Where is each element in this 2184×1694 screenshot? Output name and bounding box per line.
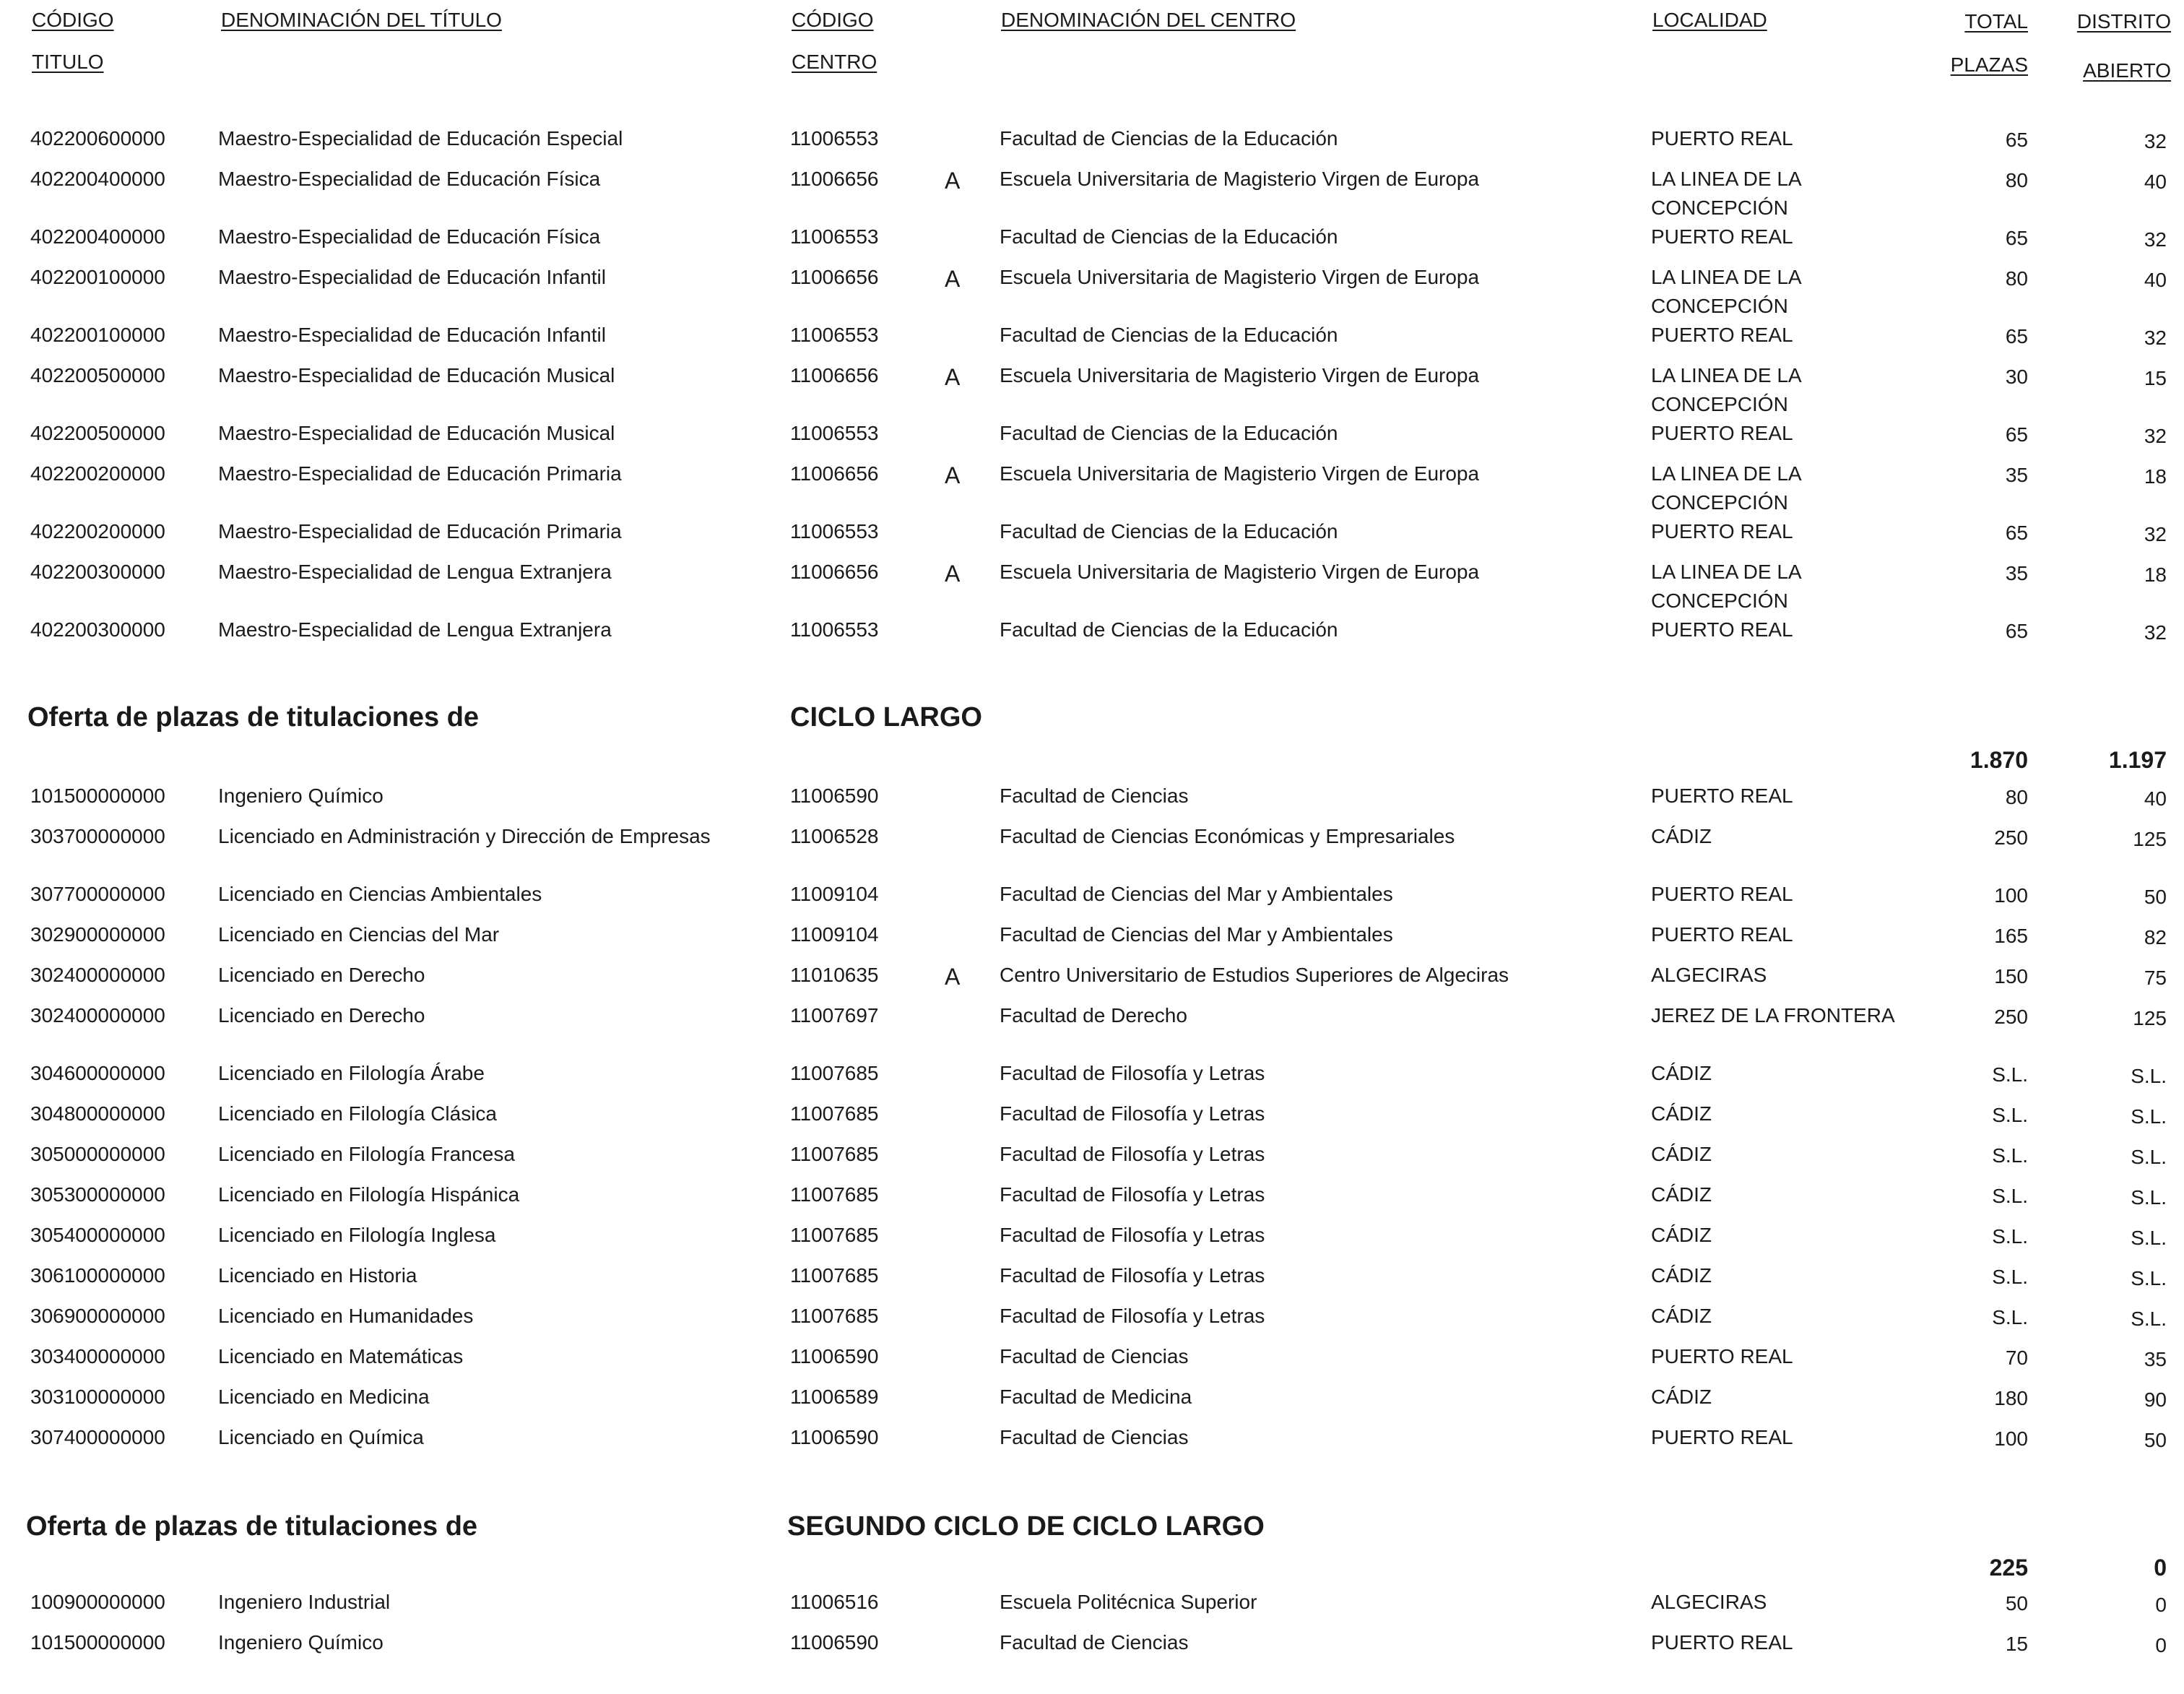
row-center-name: Facultad de Medicina	[1000, 1386, 1192, 1408]
row-total-plazas: 165	[1994, 925, 2028, 947]
row-total-plazas: 65	[2005, 129, 2028, 151]
row-locality: CÁDIZ	[1651, 1062, 1712, 1084]
row-center-name: Facultad de Ciencias del Mar y Ambientales	[1000, 883, 1393, 905]
section-segundo-ciclo-label: Oferta de plazas de titulaciones de	[26, 1511, 478, 1542]
row-title-name: Maestro-Especialidad de Educación Primaria	[218, 520, 622, 543]
row-flag: A	[945, 266, 961, 292]
row-total-plazas: 50	[2005, 1592, 2028, 1615]
row-title-code: 303400000000	[30, 1345, 165, 1367]
row-center-name: Centro Universitario de Estudios Superiores de Algeciras	[1000, 964, 1509, 986]
row-locality: JEREZ DE LA FRONTERA	[1651, 1004, 1895, 1027]
row-title-name: Maestro-Especialidad de Educación Física	[218, 225, 601, 248]
row-distrito-abierto: 18	[2144, 563, 2167, 586]
row-center-name: Facultad de Filosofía y Letras	[1000, 1102, 1265, 1125]
row-title-code: 402200600000	[30, 127, 165, 150]
row-center-code: 11006656	[790, 561, 879, 583]
row-center-code: 11010635	[790, 964, 879, 986]
row-center-name: Escuela Universitaria de Magisterio Virgen de Europa	[1000, 462, 1480, 485]
row-locality: PUERTO REAL	[1651, 883, 1793, 905]
row-center-code: 11006656	[790, 168, 879, 190]
row-title-code: 304600000000	[30, 1062, 165, 1084]
row-title-name: Maestro-Especialidad de Lengua Extranjera	[218, 561, 612, 583]
row-distrito-abierto: S.L.	[2131, 1308, 2167, 1330]
row-center-code: 11007685	[790, 1264, 879, 1287]
row-distrito-abierto: 75	[2144, 967, 2167, 989]
row-title-code: 306900000000	[30, 1305, 165, 1327]
header-denominacion-titulo: DENOMINACIÓN DEL TÍTULO	[221, 9, 502, 31]
header-abierto: ABIERTO	[2083, 59, 2171, 82]
row-locality-line2: CONCEPCIÓN	[1651, 196, 1788, 219]
row-center-name: Facultad de Filosofía y Letras	[1000, 1305, 1265, 1327]
row-title-code: 307400000000	[30, 1426, 165, 1448]
row-total-plazas: 180	[1994, 1387, 2028, 1409]
row-center-name: Facultad de Filosofía y Letras	[1000, 1143, 1265, 1165]
row-center-name: Facultad de Ciencias	[1000, 1426, 1189, 1448]
row-center-name: Facultad de Filosofía y Letras	[1000, 1264, 1265, 1287]
row-distrito-abierto: 32	[2144, 228, 2167, 251]
row-title-name: Ingeniero Químico	[218, 1631, 384, 1654]
row-distrito-abierto: 50	[2144, 886, 2167, 908]
row-total-plazas: 150	[1994, 965, 2028, 988]
row-flag: A	[945, 561, 961, 587]
row-flag: A	[945, 964, 961, 990]
row-center-code: 11007685	[790, 1102, 879, 1125]
row-locality: PUERTO REAL	[1651, 1345, 1793, 1367]
row-total-plazas: 65	[2005, 620, 2028, 642]
row-center-name: Facultad de Filosofía y Letras	[1000, 1062, 1265, 1084]
row-center-name: Escuela Universitaria de Magisterio Virgen de Europa	[1000, 561, 1480, 583]
row-total-plazas: 35	[2005, 464, 2028, 486]
row-center-code: 11006516	[790, 1591, 879, 1613]
row-center-name: Escuela Universitaria de Magisterio Virgen de Europa	[1000, 364, 1480, 386]
row-title-name: Maestro-Especialidad de Educación Infantil	[218, 324, 606, 346]
row-total-plazas: S.L.	[1992, 1104, 2028, 1126]
row-distrito-abierto: S.L.	[2131, 1105, 2167, 1128]
row-title-code: 306100000000	[30, 1264, 165, 1287]
row-center-name: Facultad de Ciencias Económicas y Empresariales	[1000, 825, 1455, 847]
row-center-name: Facultad de Ciencias	[1000, 1631, 1189, 1654]
segundo-ciclo-total-distrito: 0	[2154, 1555, 2167, 1581]
row-center-code: 11007685	[790, 1305, 879, 1327]
row-title-code: 303700000000	[30, 825, 165, 847]
header-codigo-centro: CÓDIGO	[792, 9, 874, 31]
row-locality: CÁDIZ	[1651, 1386, 1712, 1408]
row-distrito-abierto: 15	[2144, 367, 2167, 389]
row-locality: LA LINEA DE LA	[1651, 364, 1802, 386]
row-title-name: Maestro-Especialidad de Educación Física	[218, 168, 601, 190]
row-center-name: Facultad de Ciencias de la Educación	[1000, 324, 1338, 346]
row-center-name: Facultad de Ciencias del Mar y Ambientales	[1000, 923, 1393, 946]
row-locality: PUERTO REAL	[1651, 422, 1793, 444]
row-title-code: 304800000000	[30, 1102, 165, 1125]
row-total-plazas: S.L.	[1992, 1063, 2028, 1086]
row-total-plazas: 30	[2005, 366, 2028, 388]
row-center-name: Facultad de Ciencias de la Educación	[1000, 422, 1338, 444]
row-title-name: Licenciado en Administración y Dirección de Empresas	[218, 825, 711, 847]
row-center-code: 11006590	[790, 785, 879, 807]
row-center-code: 11006553	[790, 127, 879, 150]
row-locality-line2: CONCEPCIÓN	[1651, 393, 1788, 415]
row-center-code: 11006656	[790, 364, 879, 386]
row-center-code: 11006590	[790, 1426, 879, 1448]
row-title-name: Licenciado en Filología Hispánica	[218, 1183, 520, 1206]
row-center-code: 11009104	[790, 883, 879, 905]
row-distrito-abierto: 40	[2144, 787, 2167, 810]
row-flag: A	[945, 364, 961, 390]
row-distrito-abierto: 40	[2144, 170, 2167, 193]
row-total-plazas: 250	[1994, 1006, 2028, 1028]
row-center-name: Facultad de Derecho	[1000, 1004, 1187, 1027]
row-title-code: 402200400000	[30, 225, 165, 248]
row-distrito-abierto: 32	[2144, 327, 2167, 349]
row-title-name: Licenciado en Derecho	[218, 964, 425, 986]
row-total-plazas: 80	[2005, 786, 2028, 808]
row-center-name: Facultad de Filosofía y Letras	[1000, 1183, 1265, 1206]
row-total-plazas: S.L.	[1992, 1225, 2028, 1248]
row-title-name: Maestro-Especialidad de Educación Infantil	[218, 266, 606, 288]
row-title-code: 100900000000	[30, 1591, 165, 1613]
row-title-code: 402200500000	[30, 364, 165, 386]
row-title-code: 305300000000	[30, 1183, 165, 1206]
row-locality: PUERTO REAL	[1651, 225, 1793, 248]
row-total-plazas: 80	[2005, 267, 2028, 290]
row-locality: CÁDIZ	[1651, 1305, 1712, 1327]
row-locality-line2: CONCEPCIÓN	[1651, 589, 1788, 612]
row-title-name: Licenciado en Ciencias Ambientales	[218, 883, 542, 905]
row-total-plazas: S.L.	[1992, 1185, 2028, 1207]
row-flag: A	[945, 168, 961, 194]
row-title-name: Licenciado en Derecho	[218, 1004, 425, 1027]
row-title-code: 305000000000	[30, 1143, 165, 1165]
row-distrito-abierto: S.L.	[2131, 1186, 2167, 1209]
header-titulo-sub: TITULO	[32, 51, 104, 73]
row-distrito-abierto: 0	[2155, 1594, 2167, 1616]
row-locality: PUERTO REAL	[1651, 324, 1793, 346]
row-locality: CÁDIZ	[1651, 825, 1712, 847]
row-locality: PUERTO REAL	[1651, 127, 1793, 150]
row-total-plazas: 15	[2005, 1633, 2028, 1655]
row-flag: A	[945, 462, 961, 488]
row-title-code: 302400000000	[30, 1004, 165, 1027]
row-distrito-abierto: 35	[2144, 1348, 2167, 1370]
row-locality: CÁDIZ	[1651, 1102, 1712, 1125]
row-locality: CÁDIZ	[1651, 1224, 1712, 1246]
row-center-code: 11007685	[790, 1183, 879, 1206]
row-center-name: Escuela Politécnica Superior	[1000, 1591, 1257, 1613]
row-locality: LA LINEA DE LA	[1651, 561, 1802, 583]
row-locality: PUERTO REAL	[1651, 923, 1793, 946]
row-title-name: Licenciado en Filología Francesa	[218, 1143, 515, 1165]
row-total-plazas: 250	[1994, 826, 2028, 849]
row-total-plazas: 80	[2005, 169, 2028, 191]
row-title-name: Licenciado en Matemáticas	[218, 1345, 464, 1367]
row-distrito-abierto: 18	[2144, 465, 2167, 488]
row-total-plazas: 65	[2005, 522, 2028, 544]
header-distrito: DISTRITO	[2076, 10, 2171, 33]
header-localidad: LOCALIDAD	[1652, 9, 1767, 31]
row-center-name: Facultad de Ciencias	[1000, 1345, 1189, 1367]
row-title-name: Licenciado en Medicina	[218, 1386, 430, 1408]
row-title-code: 305400000000	[30, 1224, 165, 1246]
row-title-code: 402200100000	[30, 266, 165, 288]
row-distrito-abierto: 82	[2144, 926, 2167, 948]
row-title-code: 402200300000	[30, 561, 165, 583]
row-center-code: 11006656	[790, 266, 879, 288]
row-title-name: Ingeniero Industrial	[218, 1591, 391, 1613]
row-center-code: 11006589	[790, 1386, 879, 1408]
row-center-code: 11007685	[790, 1143, 879, 1165]
row-distrito-abierto: S.L.	[2131, 1146, 2167, 1168]
row-center-name: Facultad de Ciencias de la Educación	[1000, 225, 1338, 248]
row-center-code: 11006656	[790, 462, 879, 485]
row-title-name: Maestro-Especialidad de Educación Musical	[218, 364, 615, 386]
row-title-name: Maestro-Especialidad de Lengua Extranjera	[218, 618, 612, 641]
header-centro-sub: CENTRO	[792, 51, 878, 73]
row-locality-line2: CONCEPCIÓN	[1651, 295, 1788, 317]
row-title-name: Licenciado en Humanidades	[218, 1305, 474, 1327]
row-center-code: 11006590	[790, 1631, 879, 1654]
row-title-code: 303100000000	[30, 1386, 165, 1408]
row-title-name: Licenciado en Filología Inglesa	[218, 1224, 496, 1246]
row-total-plazas: 65	[2005, 423, 2028, 446]
row-title-name: Maestro-Especialidad de Educación Musical	[218, 422, 615, 444]
row-center-code: 11007697	[790, 1004, 879, 1027]
row-center-name: Escuela Universitaria de Magisterio Virgen de Europa	[1000, 168, 1480, 190]
row-title-name: Licenciado en Filología Clásica	[218, 1102, 497, 1125]
row-total-plazas: S.L.	[1992, 1144, 2028, 1167]
row-center-name: Facultad de Ciencias de la Educación	[1000, 618, 1338, 641]
row-locality: PUERTO REAL	[1651, 618, 1793, 641]
row-center-code: 11006528	[790, 825, 879, 847]
section-ciclo-largo-name: CICLO LARGO	[790, 702, 982, 733]
row-distrito-abierto: 0	[2155, 1634, 2167, 1656]
row-center-name: Facultad de Filosofía y Letras	[1000, 1224, 1265, 1246]
row-distrito-abierto: S.L.	[2131, 1227, 2167, 1249]
row-title-code: 402200500000	[30, 422, 165, 444]
row-locality: CÁDIZ	[1651, 1183, 1712, 1206]
row-title-name: Licenciado en Química	[218, 1426, 424, 1448]
row-distrito-abierto: 32	[2144, 621, 2167, 644]
row-center-name: Facultad de Ciencias	[1000, 785, 1189, 807]
row-center-code: 11006590	[790, 1345, 879, 1367]
header-codigo-titulo: CÓDIGO	[32, 9, 114, 31]
row-locality: LA LINEA DE LA	[1651, 266, 1802, 288]
ciclo-largo-total-plazas: 1.870	[1970, 747, 2028, 773]
row-total-plazas: 65	[2005, 227, 2028, 249]
row-distrito-abierto: 50	[2144, 1429, 2167, 1451]
row-distrito-abierto: 40	[2144, 269, 2167, 291]
row-title-code: 402200300000	[30, 618, 165, 641]
row-locality: PUERTO REAL	[1651, 1631, 1793, 1654]
row-title-code: 307700000000	[30, 883, 165, 905]
row-center-name: Facultad de Ciencias de la Educación	[1000, 520, 1338, 543]
row-locality: PUERTO REAL	[1651, 1426, 1793, 1448]
row-title-name: Licenciado en Ciencias del Mar	[218, 923, 500, 946]
row-distrito-abierto: 32	[2144, 130, 2167, 152]
row-center-code: 11006553	[790, 618, 879, 641]
row-total-plazas: 100	[1994, 1427, 2028, 1450]
row-total-plazas: 100	[1994, 884, 2028, 907]
row-center-name: Facultad de Ciencias de la Educación	[1000, 127, 1338, 150]
row-distrito-abierto: S.L.	[2131, 1065, 2167, 1087]
row-title-code: 402200200000	[30, 462, 165, 485]
row-center-code: 11006553	[790, 422, 879, 444]
row-title-name: Licenciado en Filología Árabe	[218, 1062, 485, 1084]
row-title-code: 101500000000	[30, 785, 165, 807]
row-center-code: 11006553	[790, 324, 879, 346]
row-center-code: 11006553	[790, 520, 879, 543]
row-title-code: 402200400000	[30, 168, 165, 190]
row-locality: CÁDIZ	[1651, 1143, 1712, 1165]
row-locality: LA LINEA DE LA	[1651, 462, 1802, 485]
row-title-code: 302900000000	[30, 923, 165, 946]
header-plazas: PLAZAS	[1950, 53, 2028, 76]
header-denominacion-centro: DENOMINACIÓN DEL CENTRO	[1001, 9, 1296, 31]
row-center-code: 11009104	[790, 923, 879, 946]
row-title-name: Licenciado en Historia	[218, 1264, 417, 1287]
row-title-code: 302400000000	[30, 964, 165, 986]
row-locality: LA LINEA DE LA	[1651, 168, 1802, 190]
row-center-code: 11007685	[790, 1224, 879, 1246]
row-total-plazas: S.L.	[1992, 1266, 2028, 1288]
row-distrito-abierto: 125	[2133, 1007, 2167, 1029]
row-locality-line2: CONCEPCIÓN	[1651, 491, 1788, 514]
row-locality: PUERTO REAL	[1651, 785, 1793, 807]
ciclo-largo-total-distrito: 1.197	[2108, 747, 2167, 773]
section-ciclo-largo-label: Oferta de plazas de titulaciones de	[27, 702, 480, 733]
row-locality: ALGECIRAS	[1651, 964, 1767, 986]
row-title-code: 101500000000	[30, 1631, 165, 1654]
segundo-ciclo-total-plazas: 225	[1989, 1555, 2028, 1581]
header-total: TOTAL	[1964, 10, 2028, 33]
section-segundo-ciclo-name: SEGUNDO CICLO DE CICLO LARGO	[787, 1511, 1265, 1542]
row-total-plazas: 35	[2005, 562, 2028, 584]
row-distrito-abierto: 32	[2144, 523, 2167, 545]
row-title-name: Maestro-Especialidad de Educación Primaria	[218, 462, 622, 485]
row-center-code: 11007685	[790, 1062, 879, 1084]
row-locality: PUERTO REAL	[1651, 520, 1793, 543]
row-locality: CÁDIZ	[1651, 1264, 1712, 1287]
row-locality: ALGECIRAS	[1651, 1591, 1767, 1613]
row-title-code: 402200100000	[30, 324, 165, 346]
row-distrito-abierto: S.L.	[2131, 1267, 2167, 1289]
row-total-plazas: 70	[2005, 1347, 2028, 1369]
row-distrito-abierto: 32	[2144, 425, 2167, 447]
row-total-plazas: S.L.	[1992, 1306, 2028, 1328]
row-title-name: Ingeniero Químico	[218, 785, 384, 807]
row-distrito-abierto: 90	[2144, 1388, 2167, 1411]
row-title-name: Maestro-Especialidad de Educación Especial	[218, 127, 623, 150]
row-total-plazas: 65	[2005, 325, 2028, 347]
row-title-code: 402200200000	[30, 520, 165, 543]
row-distrito-abierto: 125	[2133, 828, 2167, 850]
row-center-code: 11006553	[790, 225, 879, 248]
row-center-name: Escuela Universitaria de Magisterio Virgen de Europa	[1000, 266, 1480, 288]
